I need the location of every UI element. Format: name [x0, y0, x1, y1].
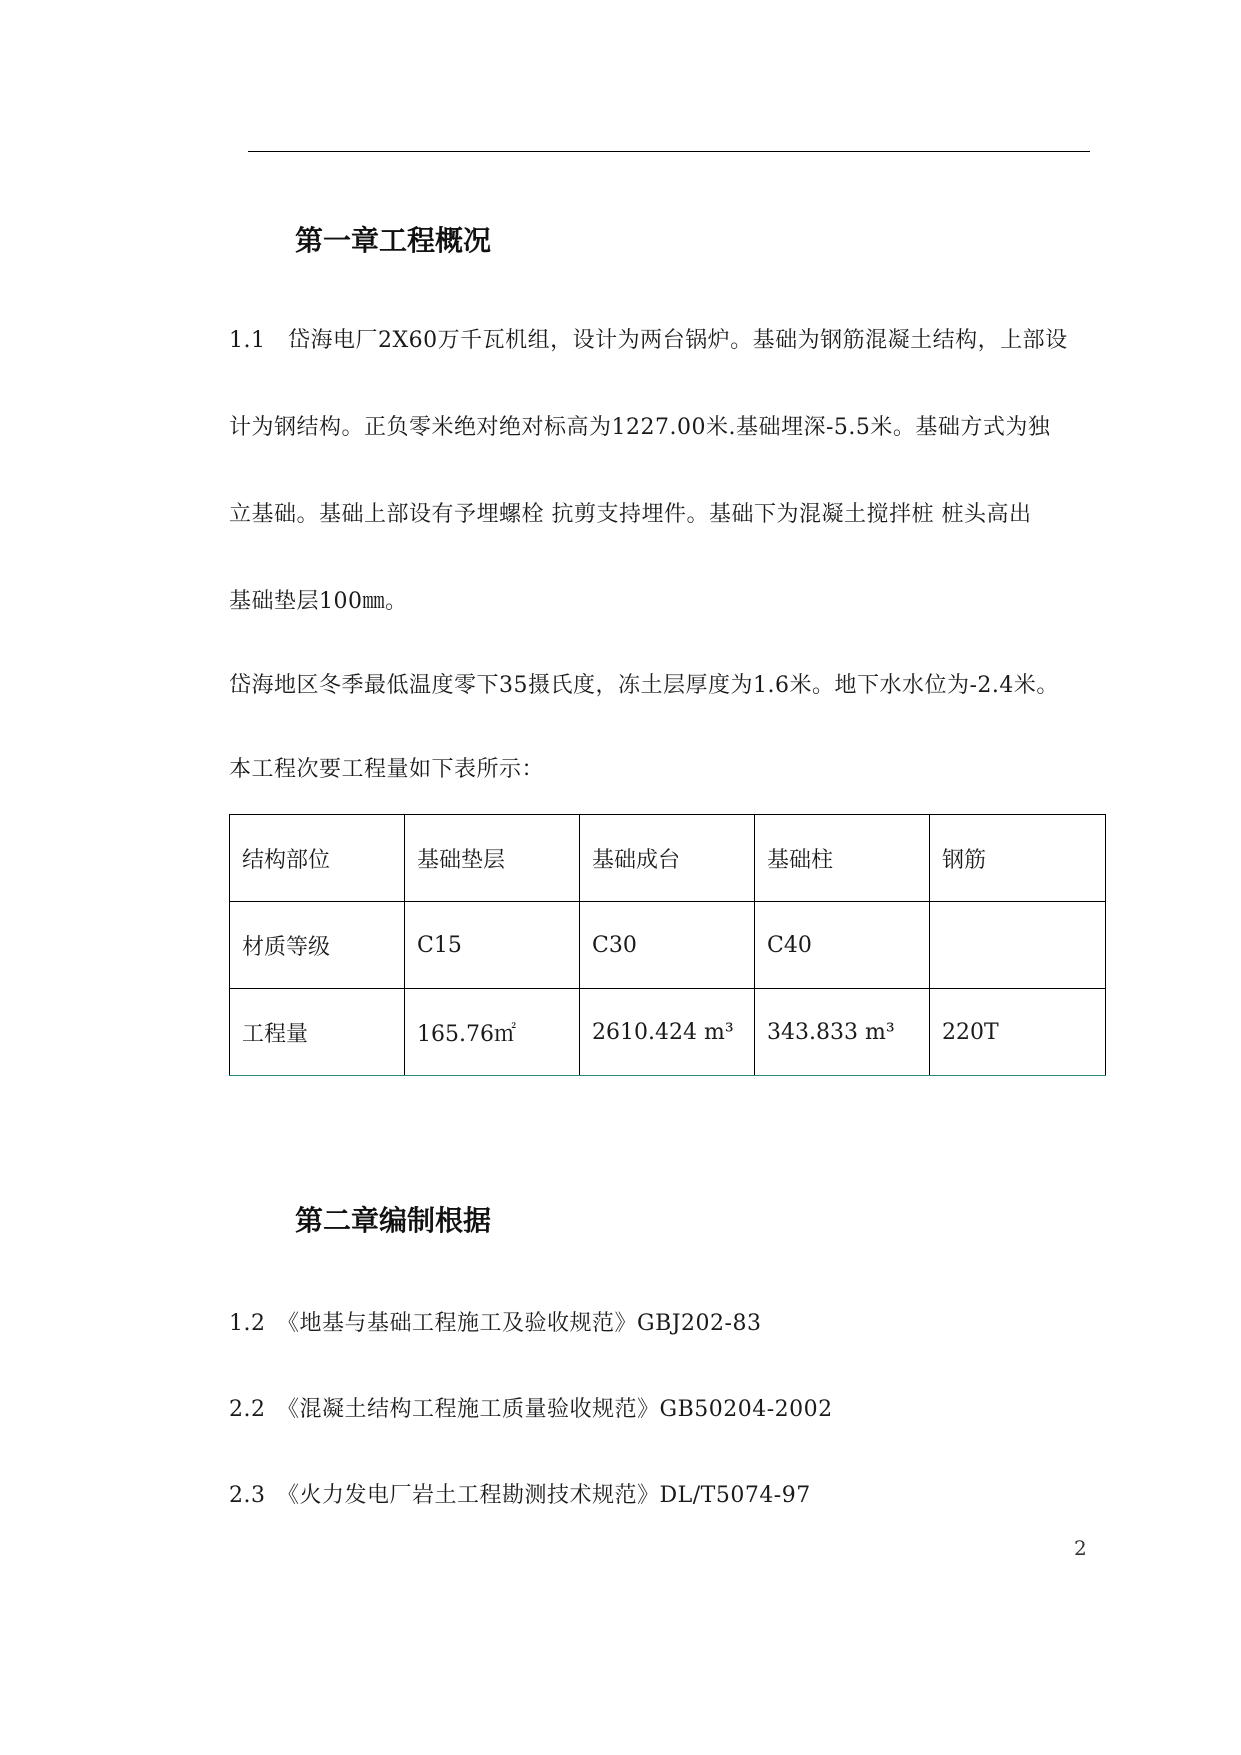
table-cell: C30 [580, 902, 755, 989]
paragraph-line-2: 计为钢结构。正负零米绝对绝对标高为1227.00米.基础埋深-5.5米。基础方式为独 [229, 415, 1051, 440]
reference-line-3: 2.3 《火力发电厂岩土工程勘测技术规范》DL/T5074-97 [229, 1483, 811, 1508]
table-intro-line: 本工程次要工程量如下表所示： [229, 757, 545, 782]
table-cell [930, 902, 1106, 989]
table-cell: C15 [405, 902, 580, 989]
header-rule [248, 151, 1090, 152]
table-cell: 结构部位 [230, 815, 405, 902]
paragraph-line-1: 1.1 岱海电厂2X60万千瓦机组，设计为两台锅炉。基础为钢筋混凝土结构，上部设 [229, 328, 1068, 353]
reference-line-1: 1.2 《地基与基础工程施工及验收规范》GBJ202-83 [229, 1311, 762, 1336]
table-row [230, 815, 1106, 902]
table-cell: 343.833 m³ [755, 989, 930, 1076]
table-cell: 钢筋 [930, 815, 1106, 902]
chapter-2-title: 第二章编制根据 [295, 1204, 492, 1237]
climate-line: 岱海地区冬季最低温度零下35摄氏度，冻土层厚度为1.6米。地下水水位为-2.4米。 [229, 673, 1059, 698]
table-cell: C40 [755, 902, 930, 989]
table-cell: 材质等级 [230, 902, 405, 989]
paragraph-line-3: 立基础。基础上部设有予埋螺栓 抗剪支持埋件。基础下为混凝土搅拌桩 桩头高出 [229, 502, 1032, 527]
table-row [230, 989, 1106, 1076]
quantity-table [229, 814, 1106, 1076]
page-number: 2 [1074, 1536, 1087, 1560]
table-row [230, 902, 1106, 989]
chapter-1-title: 第一章工程概况 [295, 224, 492, 257]
paragraph-line-4: 基础垫层100㎜。 [229, 589, 408, 614]
table-cell: 基础成台 [580, 815, 755, 902]
reference-line-2: 2.2 《混凝土结构工程施工质量验收规范》GB50204-2002 [229, 1397, 833, 1422]
table-cell: 基础垫层 [405, 815, 580, 902]
table-cell: 165.76㎡ [405, 989, 580, 1076]
table-cell: 基础柱 [755, 815, 930, 902]
table-cell: 220T [930, 989, 1106, 1076]
table-cell: 工程量 [230, 989, 405, 1076]
table-cell: 2610.424 m³ [580, 989, 755, 1076]
